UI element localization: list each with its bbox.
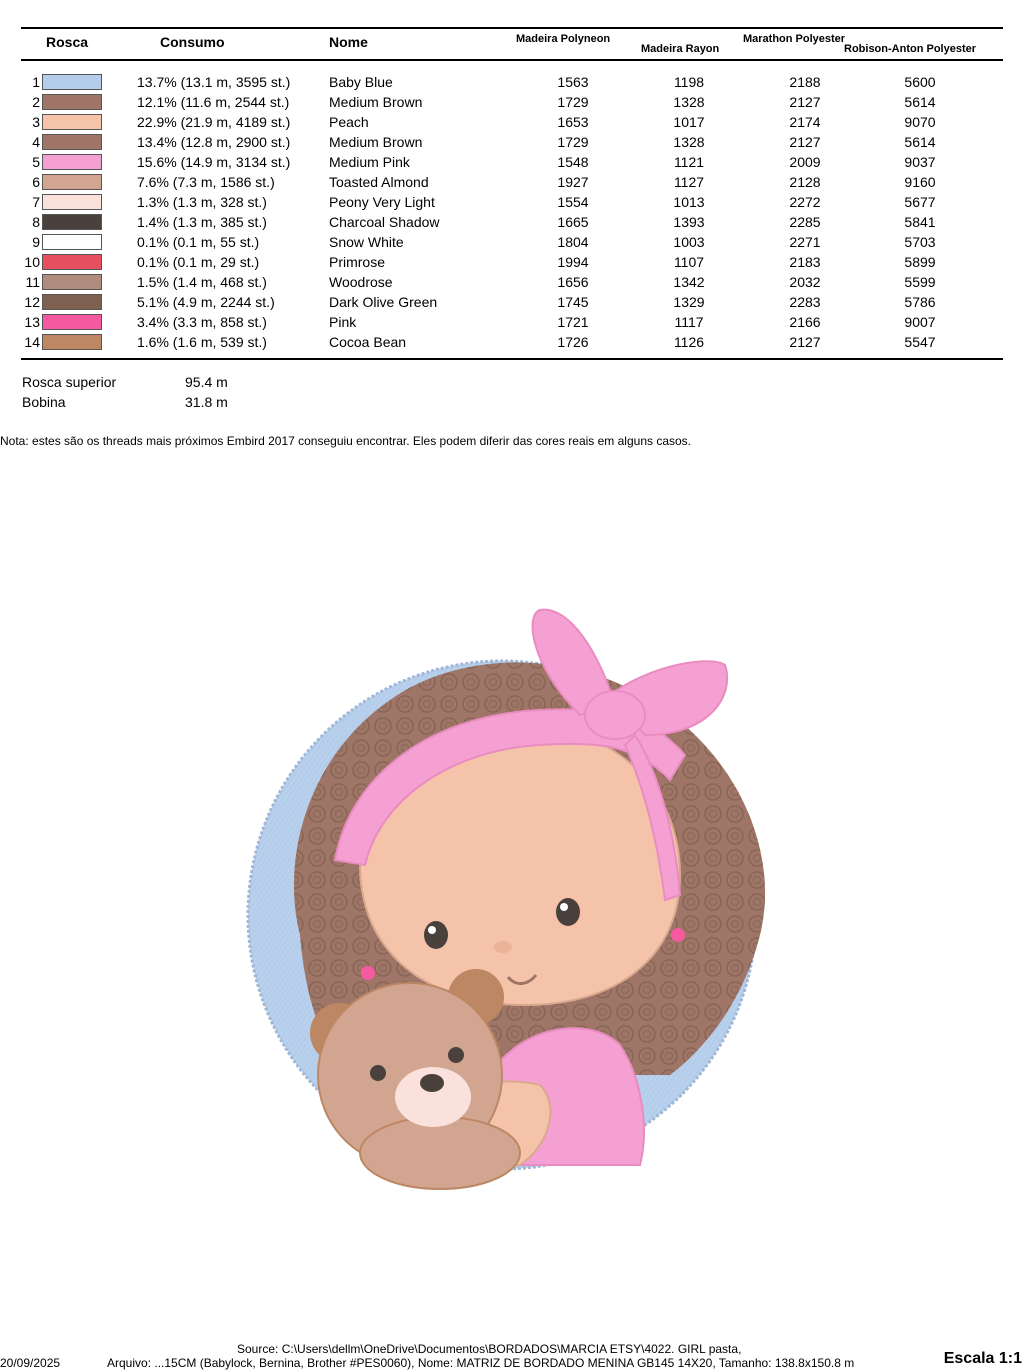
thread-consumption: 15.6% (14.9 m, 3134 st.) bbox=[137, 154, 291, 170]
table-row bbox=[0, 252, 1024, 272]
thread-consumption: 1.5% (1.4 m, 468 st.) bbox=[137, 274, 267, 290]
thread-name: Peach bbox=[329, 114, 369, 130]
color-swatch bbox=[42, 314, 102, 330]
color-swatch bbox=[42, 154, 102, 170]
header-rosca: Rosca bbox=[46, 34, 89, 50]
robison-anton-code: 5841 bbox=[904, 214, 936, 230]
thread-number: 7 bbox=[32, 194, 40, 210]
color-swatch bbox=[42, 174, 102, 190]
header-nome: Nome bbox=[329, 34, 368, 50]
color-swatch bbox=[42, 134, 102, 150]
thread-name: Dark Olive Green bbox=[329, 294, 438, 310]
robison-anton-code: 9160 bbox=[904, 174, 936, 190]
color-swatch bbox=[42, 194, 102, 210]
thread-name: Peony Very Light bbox=[329, 194, 435, 210]
table-row bbox=[0, 212, 1024, 232]
marathon-code: 2032 bbox=[789, 274, 821, 290]
madeira-polyneon-code: 1994 bbox=[557, 254, 589, 270]
thread-number: 13 bbox=[24, 314, 40, 330]
bobbin-label: Bobina bbox=[22, 394, 66, 410]
marathon-code: 2174 bbox=[789, 114, 821, 130]
table-row bbox=[0, 232, 1024, 252]
thread-name: Primrose bbox=[329, 254, 386, 270]
embroidery-preview bbox=[240, 605, 780, 1195]
footer-source: Source: C:\Users\dellm\OneDrive\Documentos\BORDADOS\MARCIA ETSY\4022. GIRL pasta, bbox=[237, 1342, 742, 1356]
thread-number: 9 bbox=[32, 234, 40, 250]
thread-name: Medium Pink bbox=[329, 154, 410, 170]
header-madeira-polyneon: Madeira Polyneon bbox=[516, 33, 611, 45]
thread-number: 5 bbox=[32, 154, 40, 170]
footer-arquivo: Arquivo: ...15CM (Babylock, Bernina, Brother #PES0060), Nome: MATRIZ DE BORDADO MENINA GB145 14X20, Tamanho: 138.8x150.8 m bbox=[107, 1356, 855, 1370]
thread-consumption: 1.4% (1.3 m, 385 st.) bbox=[137, 214, 267, 230]
madeira-rayon-code: 1107 bbox=[673, 254, 705, 270]
robison-anton-code: 5899 bbox=[904, 254, 936, 270]
marathon-code: 2183 bbox=[789, 254, 821, 270]
color-swatch bbox=[42, 294, 102, 310]
color-swatch bbox=[42, 114, 102, 130]
thread-consumption: 1.6% (1.6 m, 539 st.) bbox=[137, 334, 267, 350]
madeira-rayon-code: 1017 bbox=[673, 114, 705, 130]
marathon-code: 2128 bbox=[789, 174, 821, 190]
top-thread-label: Rosca superior bbox=[22, 374, 117, 390]
thread-consumption: 0.1% (0.1 m, 29 st.) bbox=[137, 254, 260, 270]
thread-name: Charcoal Shadow bbox=[329, 214, 440, 230]
thread-number: 6 bbox=[32, 174, 40, 190]
madeira-rayon-code: 1117 bbox=[674, 314, 704, 330]
table-row bbox=[0, 152, 1024, 172]
thread-consumption: 0.1% (0.1 m, 55 st.) bbox=[137, 234, 260, 250]
madeira-polyneon-code: 1729 bbox=[557, 134, 589, 150]
madeira-rayon-code: 1126 bbox=[673, 334, 705, 350]
madeira-polyneon-code: 1563 bbox=[557, 74, 589, 90]
robison-anton-code: 5599 bbox=[904, 274, 936, 290]
table-header-rule bbox=[21, 59, 1003, 61]
thread-number: 1 bbox=[32, 74, 40, 90]
thread-number: 8 bbox=[32, 214, 40, 230]
marathon-code: 2127 bbox=[789, 134, 821, 150]
marathon-code: 2271 bbox=[789, 234, 821, 250]
nose bbox=[494, 941, 512, 953]
madeira-polyneon-code: 1653 bbox=[557, 114, 589, 130]
madeira-polyneon-code: 1656 bbox=[557, 274, 589, 290]
madeira-rayon-code: 1013 bbox=[673, 194, 705, 210]
table-row bbox=[0, 92, 1024, 112]
thread-number: 4 bbox=[32, 134, 40, 150]
madeira-rayon-code: 1328 bbox=[673, 94, 705, 110]
table-row bbox=[0, 272, 1024, 292]
bobbin-value: 31.8 m bbox=[185, 394, 228, 410]
madeira-rayon-code: 1127 bbox=[673, 174, 705, 190]
marathon-code: 2283 bbox=[789, 294, 821, 310]
madeira-polyneon-code: 1804 bbox=[557, 234, 589, 250]
robison-anton-code: 5547 bbox=[904, 334, 936, 350]
thread-name: Snow White bbox=[329, 234, 404, 250]
madeira-polyneon-code: 1726 bbox=[557, 334, 589, 350]
header-consumo: Consumo bbox=[160, 34, 225, 50]
thread-number: 10 bbox=[24, 254, 40, 270]
thread-note: Nota: estes são os threads mais próximos Embird 2017 conseguiu encontrar. Eles podem diferir das cores reais em alguns casos. bbox=[0, 434, 692, 448]
top-thread-value: 95.4 m bbox=[185, 374, 228, 390]
thread-table-body bbox=[0, 72, 1024, 352]
color-swatch bbox=[42, 74, 102, 90]
thread-number: 3 bbox=[32, 114, 40, 130]
color-swatch bbox=[42, 274, 102, 290]
thread-consumption: 13.4% (12.8 m, 2900 st.) bbox=[137, 134, 291, 150]
footer-scale: Escala 1:1 bbox=[943, 1350, 1022, 1367]
color-swatch bbox=[42, 334, 102, 350]
thread-consumption: 13.7% (13.1 m, 3595 st.) bbox=[137, 74, 291, 90]
robison-anton-code: 5614 bbox=[904, 134, 936, 150]
madeira-rayon-code: 1393 bbox=[673, 214, 705, 230]
madeira-polyneon-code: 1554 bbox=[557, 194, 589, 210]
thread-number: 2 bbox=[32, 94, 40, 110]
madeira-polyneon-code: 1745 bbox=[557, 294, 589, 310]
madeira-polyneon-code: 1665 bbox=[557, 214, 589, 230]
robison-anton-code: 5614 bbox=[904, 94, 936, 110]
table-row bbox=[0, 172, 1024, 192]
table-row bbox=[0, 132, 1024, 152]
thread-consumption: 3.4% (3.3 m, 858 st.) bbox=[137, 314, 267, 330]
table-row bbox=[0, 332, 1024, 352]
table-row bbox=[0, 312, 1024, 332]
header-robison-anton: Robison-Anton Polyester bbox=[844, 43, 977, 55]
marathon-code: 2127 bbox=[789, 94, 821, 110]
madeira-polyneon-code: 1721 bbox=[557, 314, 589, 330]
robison-anton-code: 5600 bbox=[904, 74, 936, 90]
marathon-code: 2272 bbox=[789, 194, 821, 210]
color-swatch bbox=[42, 234, 102, 250]
earring-right bbox=[671, 928, 685, 942]
thread-name: Medium Brown bbox=[329, 94, 423, 110]
table-row bbox=[0, 72, 1024, 92]
thread-name: Medium Brown bbox=[329, 134, 423, 150]
thread-consumption: 12.1% (11.6 m, 2544 st.) bbox=[137, 94, 290, 110]
robison-anton-code: 5677 bbox=[904, 194, 936, 210]
madeira-rayon-code: 1342 bbox=[673, 274, 705, 290]
thread-name: Baby Blue bbox=[329, 74, 393, 90]
madeira-polyneon-code: 1927 bbox=[557, 174, 589, 190]
robison-anton-code: 9070 bbox=[904, 114, 936, 130]
robison-anton-code: 5786 bbox=[904, 294, 936, 310]
color-swatch bbox=[42, 254, 102, 270]
footer-date: 20/09/2025 bbox=[0, 1356, 61, 1370]
madeira-rayon-code: 1329 bbox=[673, 294, 705, 310]
color-swatch bbox=[42, 214, 102, 230]
marathon-code: 2285 bbox=[789, 214, 821, 230]
marathon-code: 2009 bbox=[789, 154, 821, 170]
robison-anton-code: 9037 bbox=[904, 154, 936, 170]
madeira-polyneon-code: 1729 bbox=[557, 94, 589, 110]
thread-consumption: 1.3% (1.3 m, 328 st.) bbox=[137, 194, 267, 210]
table-row bbox=[0, 112, 1024, 132]
thread-name: Woodrose bbox=[329, 274, 393, 290]
madeira-rayon-code: 1328 bbox=[673, 134, 705, 150]
table-top-rule bbox=[21, 27, 1003, 29]
thread-consumption: 22.9% (21.9 m, 4189 st.) bbox=[137, 114, 291, 130]
thread-number: 11 bbox=[25, 274, 40, 290]
thread-consumption: 5.1% (4.9 m, 2244 st.) bbox=[137, 294, 275, 310]
header-marathon-polyester: Marathon Polyester bbox=[743, 33, 846, 45]
thread-name: Toasted Almond bbox=[329, 174, 429, 190]
marathon-code: 2127 bbox=[789, 334, 821, 350]
thread-number: 14 bbox=[24, 334, 40, 350]
marathon-code: 2166 bbox=[789, 314, 821, 330]
marathon-code: 2188 bbox=[789, 74, 821, 90]
madeira-rayon-code: 1121 bbox=[673, 154, 705, 170]
earring-left bbox=[361, 966, 375, 980]
thread-consumption: 7.6% (7.3 m, 1586 st.) bbox=[137, 174, 275, 190]
table-bottom-rule bbox=[21, 358, 1003, 360]
header-madeira-rayon: Madeira Rayon bbox=[641, 43, 720, 55]
color-swatch bbox=[42, 94, 102, 110]
madeira-rayon-code: 1003 bbox=[673, 234, 705, 250]
robison-anton-code: 9007 bbox=[904, 314, 936, 330]
thread-name: Pink bbox=[329, 314, 357, 330]
table-row bbox=[0, 292, 1024, 312]
madeira-rayon-code: 1198 bbox=[673, 74, 705, 90]
thread-number: 12 bbox=[24, 294, 40, 310]
madeira-polyneon-code: 1548 bbox=[557, 154, 589, 170]
table-row bbox=[0, 192, 1024, 212]
robison-anton-code: 5703 bbox=[904, 234, 936, 250]
thread-name: Cocoa Bean bbox=[329, 334, 407, 350]
